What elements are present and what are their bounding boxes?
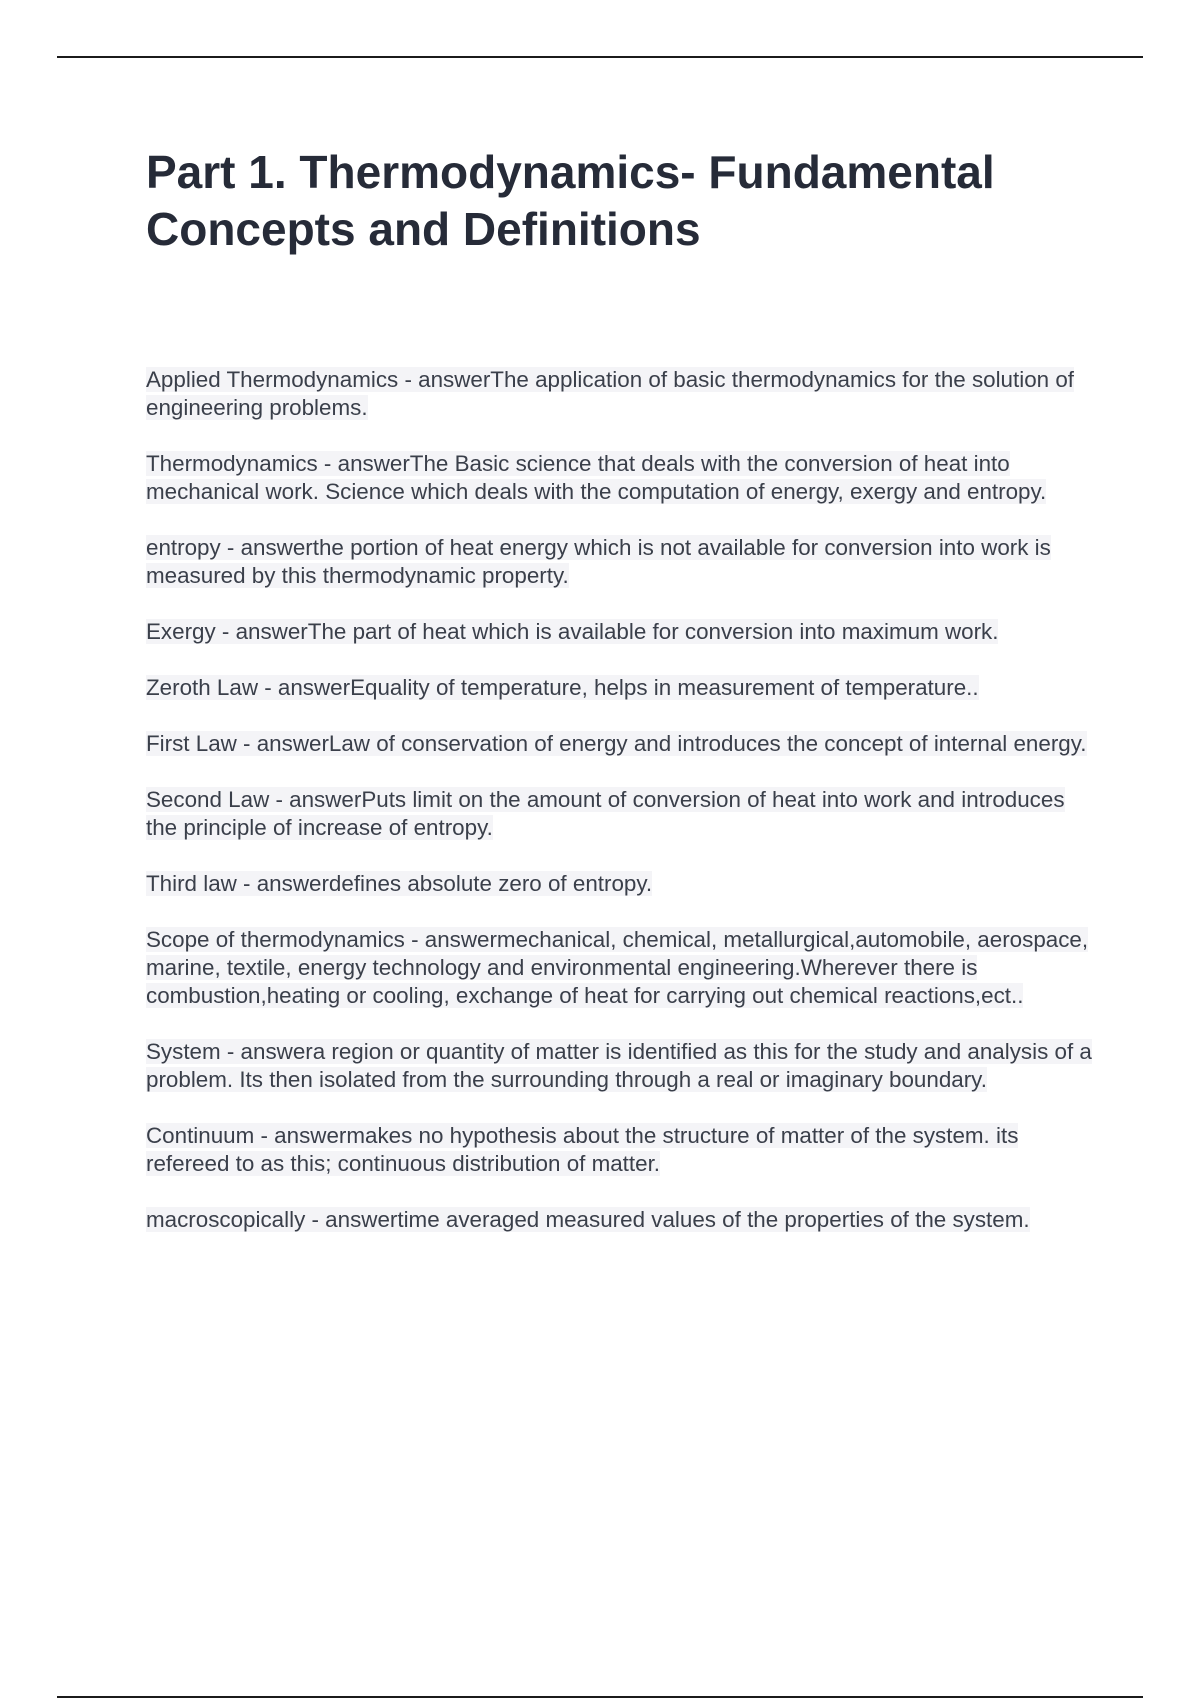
definition-text: Exergy - answerThe part of heat which is available for conversion into maximum work. [146,619,999,644]
definition-entry [146,1038,1096,1094]
definition-entry [146,870,1096,898]
definition-entry [146,1122,1096,1178]
definition-entry [146,674,1096,702]
definition-entry [146,730,1096,758]
definition-list [146,366,1096,1262]
top-divider [57,56,1143,58]
definition-text: Zeroth Law - answerEquality of temperature, helps in measurement of temperature.. [146,675,979,700]
definition-entry [146,926,1096,1010]
definition-entry [146,1206,1096,1234]
definition-text: Scope of thermodynamics - answermechanical, chemical, metallurgical,automobile, aerospace, marine, textile, energy technology and environmental engineering.Wherever there is combustion,heating or cooling, exchange of heat for carrying out chemical reactions,ect.. [146,927,1089,1008]
definition-entry [146,450,1096,506]
bottom-divider [57,1696,1143,1698]
definition-text: Third law - answerdefines absolute zero of entropy. [146,871,653,896]
definition-text: macroscopically - answertime averaged measured values of the properties of the system. [146,1207,1030,1232]
page-title: Part 1. Thermodynamics- Fundamental Concepts and Definitions [146,146,995,255]
definition-text: Applied Thermodynamics - answerThe application of basic thermodynamics for the solution of engineering problems. [146,367,1075,420]
definition-entry [146,786,1096,842]
definition-entry [146,618,1096,646]
definition-text: First Law - answerLaw of conservation of energy and introduces the concept of internal energy. [146,731,1087,756]
definition-entry [146,534,1096,590]
definition-text: entropy - answerthe portion of heat energy which is not available for conversion into work is measured by this thermodynamic property. [146,535,1051,588]
definition-text: Continuum - answermakes no hypothesis about the structure of matter of the system. its refereed to as this; continuous distribution of matter. [146,1123,1019,1176]
definition-text: Thermodynamics - answerThe Basic science that deals with the conversion of heat into mechanical work. Science which deals with the computation of energy, exergy and entropy. [146,451,1047,504]
definition-text: System - answera region or quantity of matter is identified as this for the study and analysis of a problem. Its then isolated from the surrounding through a real or imaginary boundary. [146,1039,1092,1092]
definition-entry [146,366,1096,422]
definition-text: Second Law - answerPuts limit on the amount of conversion of heat into work and introduces the principle of increase of entropy. [146,787,1065,840]
